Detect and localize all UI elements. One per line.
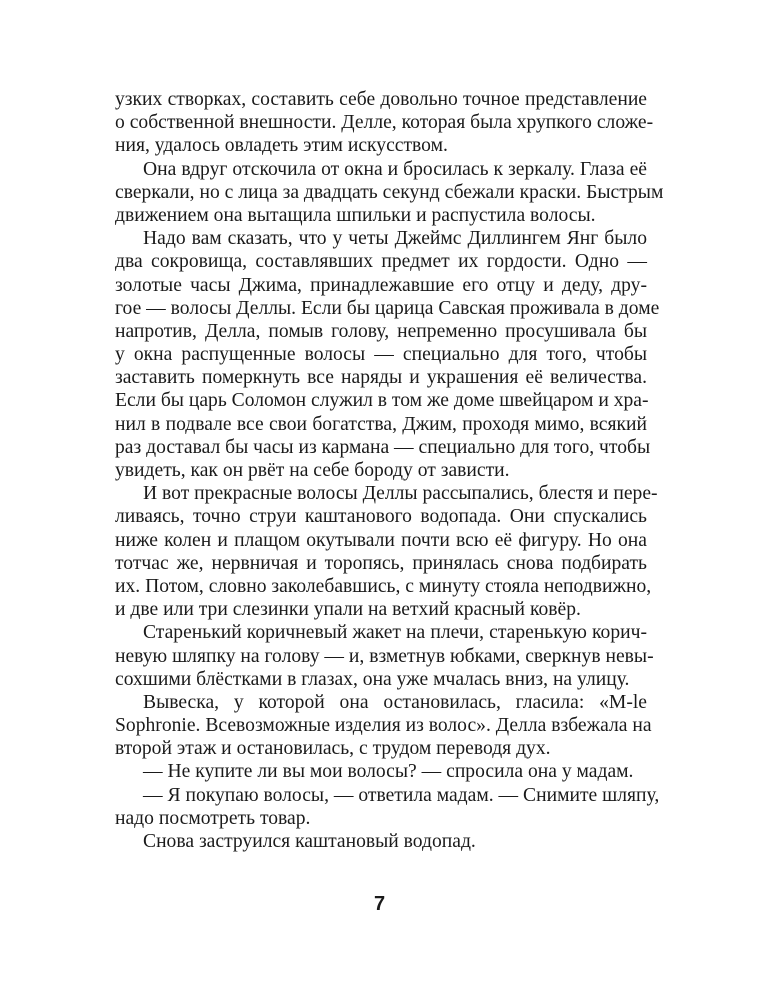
text-line: второй этаж и остановилась, с трудом переводя дух. bbox=[115, 738, 551, 760]
text-line: золотые часы Джима, принадлежавшие его отцу и деду, дру- bbox=[115, 274, 647, 296]
text-line: и две или три слезинки упали на ветхий красный ковёр. bbox=[115, 599, 581, 621]
text-line: движением она вытащила шпильки и распустила волосы. bbox=[115, 204, 596, 226]
text-line: Sophronie. Всевозможные изделия из волос». Делла взбежала на bbox=[115, 715, 652, 737]
text-line: заставить померкнуть все наряды и украшения её величества. bbox=[115, 367, 647, 389]
page-number: 7 bbox=[373, 893, 386, 915]
text-line: ния, удалось овладеть этим искусством. bbox=[115, 135, 448, 157]
text-line: тотчас же, нервничая и торопясь, принялась снова подбирать bbox=[115, 552, 647, 574]
text-line: — Я покупаю волосы, — ответила мадам. — Снимите шляпу, bbox=[143, 784, 660, 806]
text-line: ниже колен и плащом окутывали почти всю её фигуру. Но она bbox=[115, 529, 647, 551]
text-line: о собственной внешности. Делле, которая была хрупкого сложе- bbox=[115, 112, 654, 134]
text-line: напротив, Делла, помыв голову, непременно просушивала бы bbox=[115, 320, 647, 342]
text-line: Снова заструился каштановый водопад. bbox=[143, 831, 476, 852]
text-line: Старенький коричневый жакет на плечи, старенькую корич- bbox=[143, 622, 647, 644]
text-line: ливаясь, точно струи каштанового водопада. Они спускались bbox=[115, 506, 647, 528]
text-line: у окна распущенные волосы — специально для того, чтобы bbox=[115, 344, 647, 366]
body-text bbox=[115, 88, 664, 853]
text-line: сохшими блёстками в глазах, она уже мчалась вниз, на улицу. bbox=[115, 668, 630, 690]
text-line: надо посмотреть товар. bbox=[115, 807, 311, 829]
text-line: невую шляпку на голову — и, взметнув юбками, сверкнув невы- bbox=[115, 645, 654, 667]
text-line: сверкали, но с лица за двадцать секунд сбежали краски. Быстрым bbox=[115, 181, 664, 203]
text-line: их. Потом, словно заколебавшись, с минуту стояла неподвижно, bbox=[115, 575, 652, 597]
text-line: гое — волосы Деллы. Если бы царица Савская проживала в доме bbox=[115, 297, 660, 319]
text-line: раз доставал бы часы из кармана — специально для того, чтобы bbox=[115, 436, 651, 458]
text-line: Вывеска, у которой она остановилась, гласила: «M-le bbox=[143, 691, 647, 713]
text-line: И вот прекрасные волосы Деллы рассыпались, блестя и пере- bbox=[143, 483, 658, 505]
text-line: — Не купите ли вы мои волосы? — спросила она у мадам. bbox=[143, 761, 634, 783]
text-line: два сокровища, составлявших предмет их гордости. Одно — bbox=[115, 251, 647, 273]
text-line: узких створках, составить себе довольно точное представление bbox=[115, 89, 647, 110]
text-line: Надо вам сказать, что у четы Джеймс Диллингем Янг было bbox=[143, 228, 647, 250]
text-line: Она вдруг отскочила от окна и бросилась к зеркалу. Глаза её bbox=[143, 158, 647, 180]
text-line: Если бы царь Соломон служил в том же доме швейцаром и хра- bbox=[115, 390, 649, 412]
text-line: нил в подвале все свои богатства, Джим, проходя мимо, всякий bbox=[115, 413, 647, 435]
text-line: увидеть, как он рвёт на себе бороду от зависти. bbox=[115, 460, 510, 481]
